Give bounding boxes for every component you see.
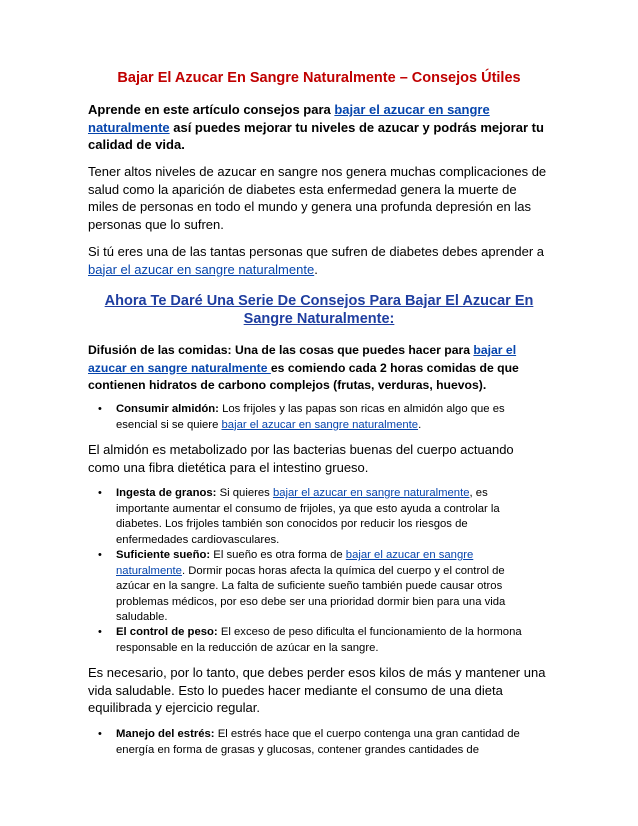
bullet-text-a: Los frijoles y las papas son ricas en almidón algo que es esencial si se quiere (116, 403, 505, 431)
para2-text-a: Si tú eres una de las tantas personas que sufren de diabetes debes aprender a (88, 244, 545, 259)
page-title: Bajar El Azucar En Sangre Naturalmente – Consejos Útiles (117, 70, 521, 86)
para3-text-b: es comiendo cada 2 horas comidas de que contienen hidratos de carbono complejos (frutas, verduras, huevos). (88, 360, 519, 392)
bullet-label: Consumir almidón: (116, 403, 219, 415)
bullet-icon: • (98, 626, 102, 638)
bullet-icon: • (98, 403, 102, 415)
list-item-weight (88, 625, 548, 656)
intro-text-a: Aprende en este artículo consejos para (88, 102, 335, 117)
para2-text-b: . (314, 261, 318, 277)
paragraph-1: Tener altos niveles de azucar en sangre nos genera muchas complicaciones de salud como la aparición de diabetes esta enfermedad genera la muerte de miles de personas en todo el mundo y genera una profunda depresión en las personas que lo sufren. (88, 164, 547, 232)
bullet-text-b: El exceso de peso dificulta el funcionamiento de la hormona responsable en la reducción de azúcar en la sangre. (116, 626, 522, 654)
bullet-icon: • (98, 728, 102, 740)
bullet-text-b: . Dormir pocas horas afecta la química del cuerpo y el control de azúcar en la sangre. La falta de suficiente sueño también puede causar otros problemas médicos, por eso debe ser una prioridad dormir bien para una vida saludable. (116, 564, 506, 623)
bullet-text-b: , es importante aumentar el consumo de frijoles, ya que esto ayuda a controlar la diabetes. Los frijoles también son conocidos por reducir los riesgos de enfermedades cardiovasculares. (116, 487, 500, 546)
bullet-text-b: . (418, 418, 422, 431)
list-item-starch (88, 402, 548, 433)
bullet-text-a: El sueño es otra forma de (210, 549, 346, 561)
bullet-text-b: El estrés hace que el cuerpo contenga una gran cantidad de energía en forma de grasas y glucosas, contener grandes cantidades de (116, 728, 520, 756)
list-item-stress (88, 727, 548, 758)
para3-link[interactable]: bajar el azucar en sangre naturalmente (88, 343, 517, 375)
paragraph-4: El almidón es metabolizado por las bacterias buenas del cuerpo actuando como una fibra dietética para el intestino grueso. (88, 442, 514, 475)
para3-text-a: Difusión de las comidas: Una de las cosas que puedes hacer para (88, 343, 474, 357)
bullet-label: Suficiente sueño: (116, 549, 211, 561)
bullet-link[interactable]: bajar el azucar en sangre naturalmente (116, 549, 474, 577)
bullet-icon: • (98, 487, 102, 499)
bullet-label: Manejo del estrés: (116, 728, 215, 740)
bullet-link[interactable]: bajar el azucar en sangre naturalmente (221, 418, 419, 431)
paragraph-2 (88, 243, 548, 278)
para2-link[interactable]: bajar el azucar en sangre naturalmente (88, 261, 315, 277)
intro-paragraph (88, 101, 548, 154)
intro-text-b: así puedes mejorar tu niveles de azucar y podrás mejorar tu calidad de vida. (88, 119, 544, 152)
bullet-text-a: Si quieres (216, 487, 273, 499)
bullet-label: El control de peso: (116, 626, 218, 638)
list-item-sleep (88, 548, 548, 626)
intro-link[interactable]: bajar el azucar en sangre naturalmente (88, 102, 490, 135)
section-heading: Ahora Te Daré Una Serie De Consejos Para Bajar El Azucar En Sangre Naturalmente: (104, 293, 534, 327)
bullet-link[interactable]: bajar el azucar en sangre naturalmente (272, 487, 470, 499)
bullet-label: Ingesta de granos: (116, 487, 217, 499)
bullet-icon: • (98, 549, 102, 561)
list-item-grains (88, 486, 548, 548)
paragraph-3 (88, 342, 548, 395)
paragraph-5: Es necesario, por lo tanto, que debes perder esos kilos de más y mantener una vida saludable. Esto lo puedes hacer mediante el consumo de una dieta equilibrada y ejercicio regular. (88, 665, 546, 715)
